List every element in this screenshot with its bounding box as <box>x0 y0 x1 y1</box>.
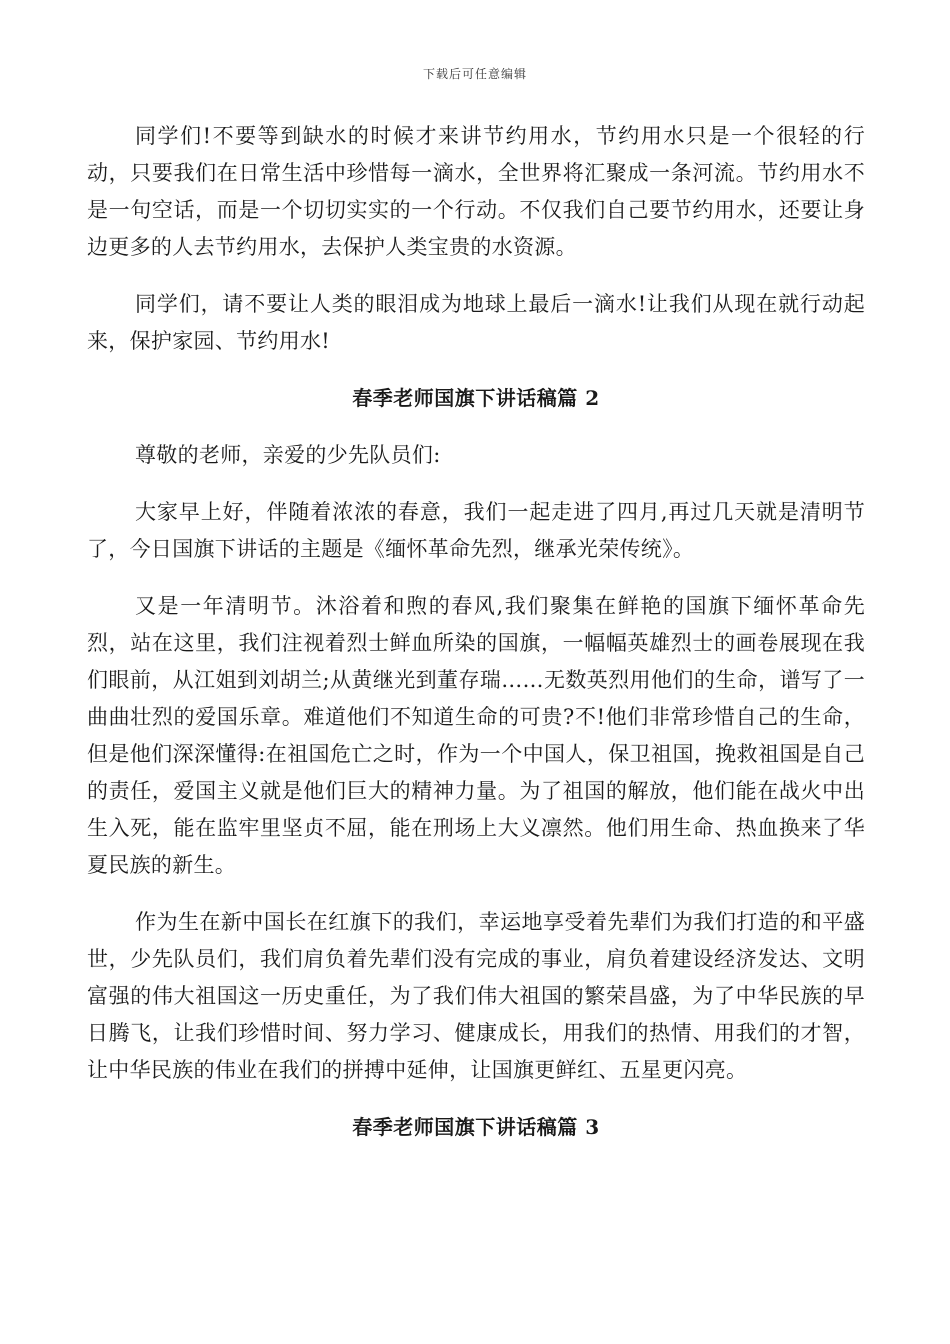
paragraph-intro: 大家早上好，伴随着浓浓的春意，我们一起走进了四月,再过几天就是清明节了，今日国旗下讲话的主题是《缅怀革命先烈，继承光荣传统》。 <box>87 500 865 561</box>
section-heading-3: 春季老师国旗下讲话稿篇 3 <box>352 1115 600 1139</box>
paragraph-qingming: 又是一年清明节。沐浴着和煦的春风,我们聚集在鲜艳的国旗下缅怀革命先烈，站在这里，我们注视着烈士鲜血所染的国旗，一幅幅英雄烈士的画卷展现在我们眼前，从江姐到刘胡兰;从黄继光到董存瑞……无数英烈用他们的生命，谱写了一曲曲壮烈的爱国乐章。难道他们不知道生命的可贵?不!他们非常珍惜自己的生命，但是他们深深懂得:在祖国危亡之时，作为一个中国人，保卫祖国，挽救祖国是自己的责任，爱国主义就是他们巨大的精神力量。为了祖国的解放，他们能在战火中出生入死，能在监牢里坚贞不屈，能在刑场上大义凛然。他们用生命、热血换来了华夏民族的新生。 <box>87 594 865 877</box>
section-heading-2: 春季老师国旗下讲话稿篇 2 <box>352 386 600 410</box>
header-note: 下载后可任意编辑 <box>422 67 527 81</box>
paragraph-water-saving: 同学们!不要等到缺水的时候才来讲节约用水，节约用水只是一个很轻的行动，只要我们在日常生活中珍惜每一滴水，全世界将汇聚成一条河流。节约用水不是一句空话，而是一个切切实实的一个行动。不仅我们自己要节约用水，还要让身边更多的人去节约用水，去保护人类宝贵的水资源。 <box>87 124 865 259</box>
paragraph-call-to-action: 同学们，请不要让人类的眼泪成为地球上最后一滴水!让我们从现在就行动起来，保护家园、节约用水! <box>87 292 865 353</box>
paragraph-responsibility: 作为生在新中国长在红旗下的我们，幸运地享受着先辈们为我们打造的和平盛世，少先队员们，我们肩负着先辈们没有完成的事业，肩负着建设经济发达、文明富强的伟大祖国这一历史重任，为了我们伟大祖国的繁荣昌盛，为了中华民族的早日腾飞，让我们珍惜时间、努力学习、健康成长，用我们的热情、用我们的才智，让中华民族的伟业在我们的拼搏中延伸，让国旗更鲜红、五星更闪亮。 <box>87 910 865 1082</box>
document-body <box>87 118 865 1166</box>
paragraph-greeting: 尊敬的老师，亲爱的少先队员们: <box>135 443 441 467</box>
